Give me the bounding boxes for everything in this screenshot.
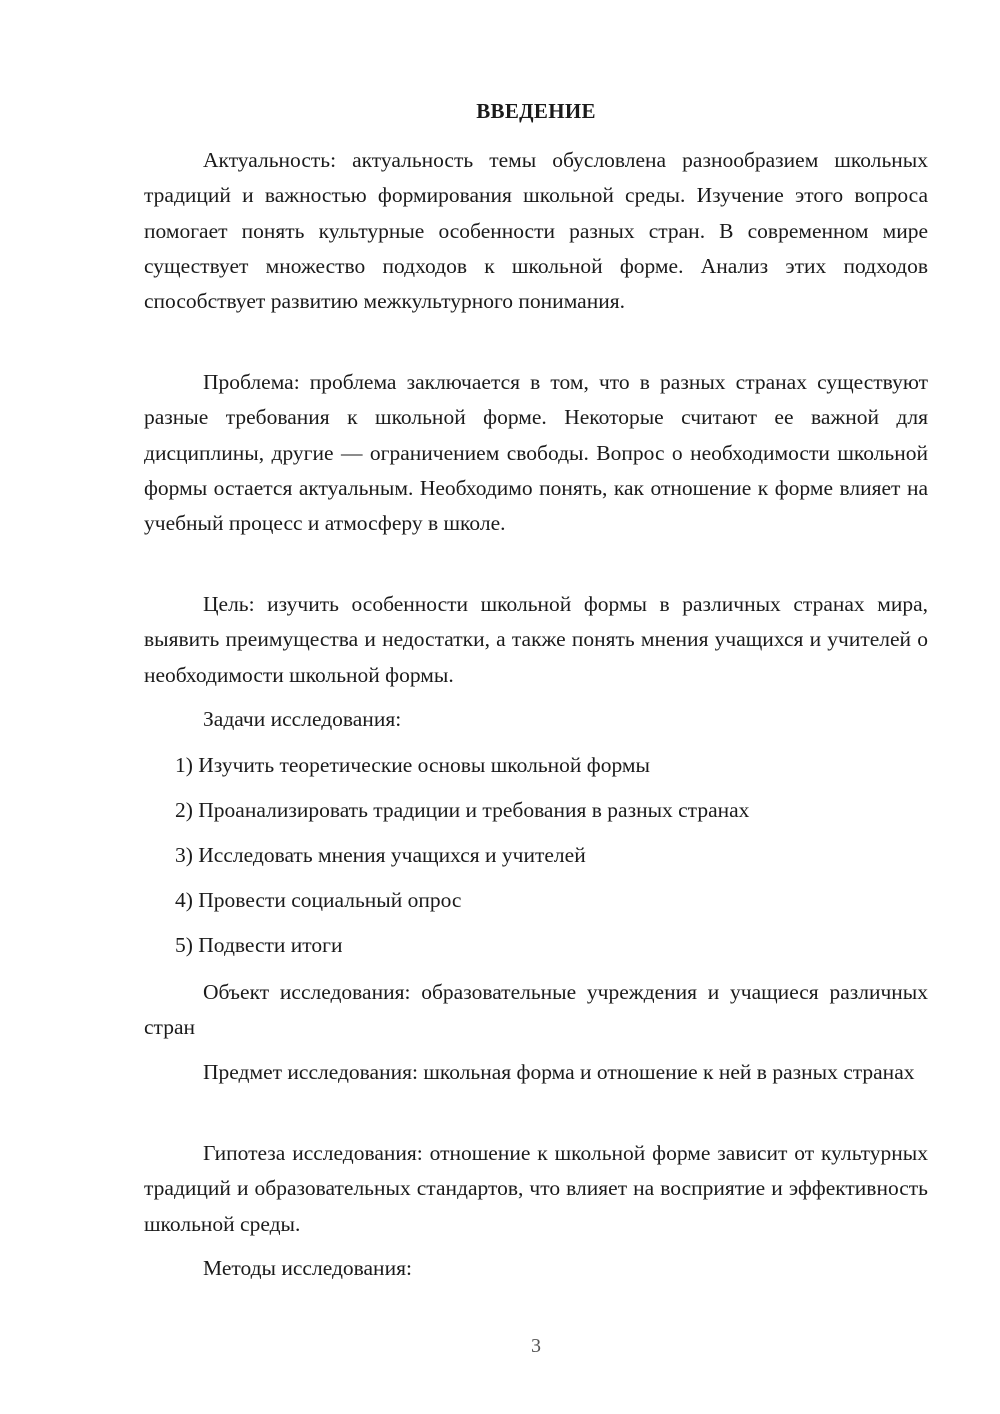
task-item-2: 2) Проанализировать традиции и требования в разных странах (175, 798, 750, 822)
relevance-paragraph: Актуальность: актуальность темы обусловлена разнообразием школьных традиций и важностью формирования школьной среды. Изучение этого вопроса помогает понять культурные особенности разных стран. В современном мире существует множество подходов к школьной форме. Анализ этих подходов способствует развитию межкультурного понимания. (144, 148, 928, 314)
task-item-1: 1) Изучить теоретические основы школьной формы (175, 753, 650, 777)
section-heading: ВВЕДЕНИЕ (476, 99, 596, 123)
methods-heading: Методы исследования: (203, 1256, 412, 1280)
problem-paragraph: Проблема: проблема заключается в том, что в разных странах существуют разные требования к школьной форме. Некоторые считают ее важной для дисциплины, другие — ограничением свободы. Вопрос о необходимости школьной формы остается актуальным. Необходимо понять, как отношение к форме влияет на учебный процесс и атмосферу в школе. (144, 370, 928, 536)
hypothesis-paragraph: Гипотеза исследования: отношение к школьной форме зависит от культурных традиций и образовательных стандартов, что влияет на восприятие и эффективность школьной среды. (144, 1141, 928, 1236)
task-item-3: 3) Исследовать мнения учащихся и учителей (175, 843, 586, 867)
goal-paragraph: Цель: изучить особенности школьной формы в различных странах мира, выявить преимущества и недостатки, а также понять мнения учащихся и учителей о необходимости школьной формы. (144, 592, 928, 687)
object-paragraph: Объект исследования: образовательные учреждения и учащиеся различных стран (144, 980, 928, 1040)
page-number: 3 (531, 1335, 541, 1357)
task-item-4: 4) Провести социальный опрос (175, 888, 462, 912)
subject-paragraph: Предмет исследования: школьная форма и отношение к ней в разных странах (203, 1060, 915, 1084)
task-item-5: 5) Подвести итоги (175, 933, 343, 957)
tasks-heading: Задачи исследования: (203, 707, 402, 731)
